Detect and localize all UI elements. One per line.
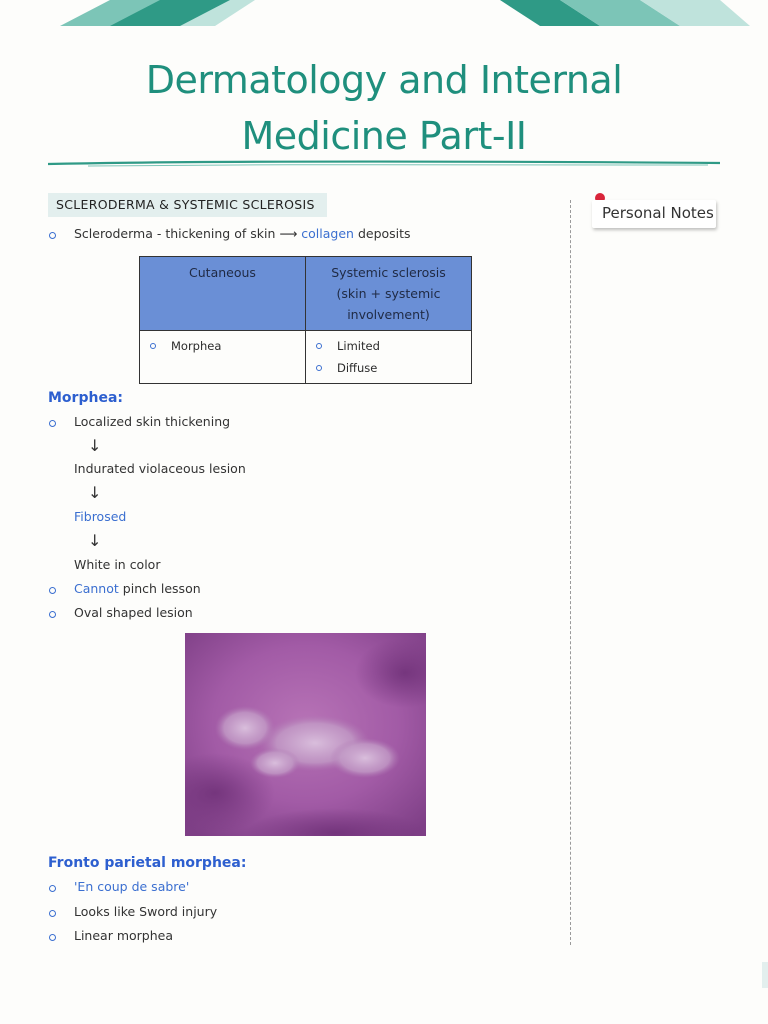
bullet-icon — [49, 934, 56, 941]
morphea-point-1 — [74, 581, 201, 596]
table-header-systemic — [306, 257, 472, 331]
point-text: pinch lesson — [122, 581, 201, 596]
flow-step-2: Indurated violaceous lesion — [74, 461, 246, 476]
page-edge-marker — [762, 962, 768, 988]
list-item — [150, 335, 299, 357]
list-item — [316, 357, 465, 379]
bullet-icon — [49, 420, 56, 427]
bullet-icon — [316, 365, 322, 371]
bullet-icon — [49, 232, 56, 239]
section-tag: SCLERODERMA & SYSTEMIC SCLEROSIS — [48, 193, 327, 217]
bullet-icon — [49, 885, 56, 892]
bullet-icon — [316, 343, 322, 349]
notes-divider — [570, 200, 571, 945]
bullet-icon — [150, 343, 156, 349]
fronto-point-3: Linear morphea — [74, 928, 173, 943]
morphea-point-2: Oval shaped lesion — [74, 605, 193, 620]
fronto-point-1: 'En coup de sabre' — [74, 879, 190, 894]
flow-step-3: Fibrosed — [74, 509, 127, 524]
intro-suffix: deposits — [357, 226, 411, 241]
flow-step-4: White in color — [74, 557, 161, 572]
down-arrow-icon: ↓ — [88, 483, 102, 502]
flow-step-1: Localized skin thickening — [74, 414, 231, 429]
down-arrow-icon: ↓ — [88, 436, 102, 455]
comparison-table — [139, 256, 472, 384]
header-text: (skin + systemic — [336, 286, 441, 301]
personal-notes-label: Personal Notes — [602, 204, 714, 222]
intro-line — [74, 226, 411, 241]
fronto-point-2: Looks like Sword injury — [74, 904, 218, 919]
title-line-2: Medicine Part-II — [241, 114, 527, 158]
header-text: Cutaneous — [189, 265, 256, 280]
fronto-parietal-heading: Fronto parietal morphea: — [48, 855, 247, 871]
table-cell-systemic — [306, 331, 472, 384]
intro-prefix: Scleroderma - thickening of skin — [74, 226, 276, 241]
header-text: involvement) — [347, 307, 430, 322]
bullet-icon — [49, 611, 56, 618]
header-text: Systemic sclerosis — [331, 265, 446, 280]
morphea-heading: Morphea: — [48, 390, 123, 406]
page-title — [0, 52, 768, 164]
table-cell-cutaneous — [140, 331, 306, 384]
list-item — [316, 335, 465, 357]
cell-text: Limited — [337, 339, 380, 353]
right-arrow-icon: ⟶ — [279, 226, 298, 241]
title-line-1: Dermatology and Internal — [145, 58, 623, 102]
cell-text: Diffuse — [337, 361, 378, 375]
cell-text: Morphea — [171, 339, 222, 353]
morphea-lesion-photo — [185, 633, 426, 836]
bullet-icon — [49, 587, 56, 594]
intro-highlight: collagen — [301, 226, 354, 241]
point-highlight: Cannot — [74, 581, 119, 596]
down-arrow-icon: ↓ — [88, 531, 102, 550]
bullet-icon — [49, 910, 56, 917]
title-underline — [48, 158, 720, 168]
table-header-cutaneous — [140, 257, 306, 331]
personal-notes-tag — [592, 200, 716, 228]
header-band — [0, 0, 768, 26]
